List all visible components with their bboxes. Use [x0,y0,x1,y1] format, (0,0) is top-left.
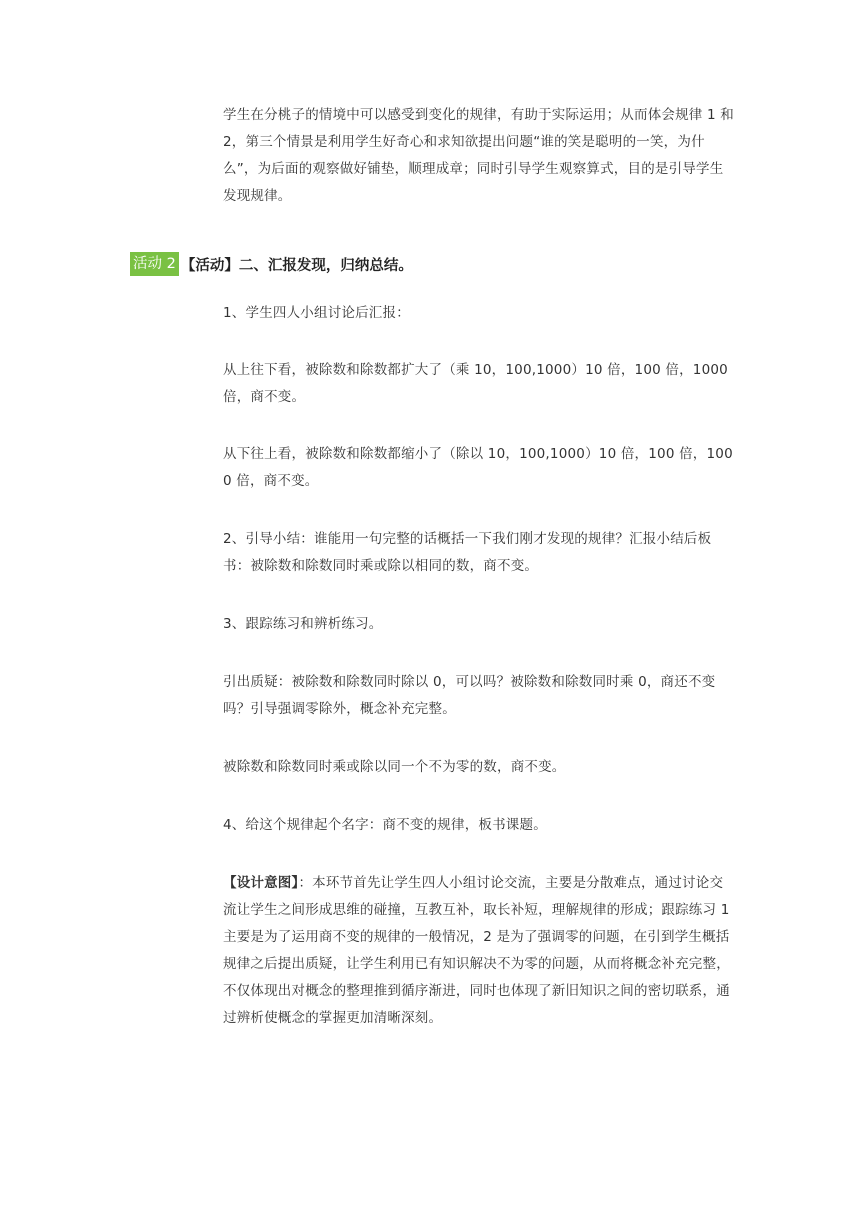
activity-heading [130,252,413,276]
design-intent-label: 【设计意图】 [223,875,299,891]
design-intent-text: ：本环节首先让学生四人小组讨论交流，主要是分散难点，通过讨论交流让学生之间形成思维的碰撞，互教互补，取长补短，理解规律的形成；跟踪练习 1 主要是为了运用商不变的规律的一般情况，2 是为了强调零的问题，在引到学生概括规律之后提出质疑，让学生利用已有知识解决不为零的问题，从而将概念补充完整，不仅体现出对概念的整理推到循序渐进，同时也体现了新旧知识之间的密切联系，通过辨析使概念的掌握更加清晰深刻。 [223,875,730,1026]
paragraph-naming: 4、给这个规律起个名字：商不变的规律，板书课题。 [223,817,547,833]
paragraph-question: 引出质疑：被除数和除数同时除以 0，可以吗？被除数和除数同时乘 0，商还不变吗？引导强调零除外，概念补充完整。 [223,674,716,717]
paragraph-bottom-up: 从下往上看，被除数和除数都缩小了（除以 10，100,1000）10 倍，100 倍，1000 倍，商不变。 [223,446,733,489]
design-intent-paragraph [223,870,735,1032]
paragraph-summary: 2、引导小结：谁能用一句完整的话概括一下我们刚才发现的规律？汇报小结后板书：被除数和除数同时乘或除以相同的数，商不变。 [223,531,712,574]
paragraph-top-down: 从上往下看，被除数和除数都扩大了（乘 10，100,1000）10 倍，100 倍，1000 倍，商不变。 [223,362,728,405]
activity-title: 【活动】二、汇报发现，归纳总结。 [180,257,413,274]
activity-badge: 活动 2 [130,252,179,276]
paragraph-practice: 3、跟踪练习和辨析练习。 [223,616,383,632]
paragraph-rule: 被除数和除数同时乘或除以同一个不为零的数，商不变。 [223,759,566,775]
intro-paragraph: 学生在分桃子的情境中可以感受到变化的规律，有助于实际运用；从而体会规律 1 和 2，第三个情景是利用学生好奇心和求知欲提出问题“谁的笑是聪明的一笑，为什么”，为后面的观察做好铺垫，顺理成章；同时引导学生观察算式，目的是引导学生发现规律。 [223,107,734,204]
paragraph-group-report: 1、学生四人小组讨论后汇报： [223,305,410,321]
